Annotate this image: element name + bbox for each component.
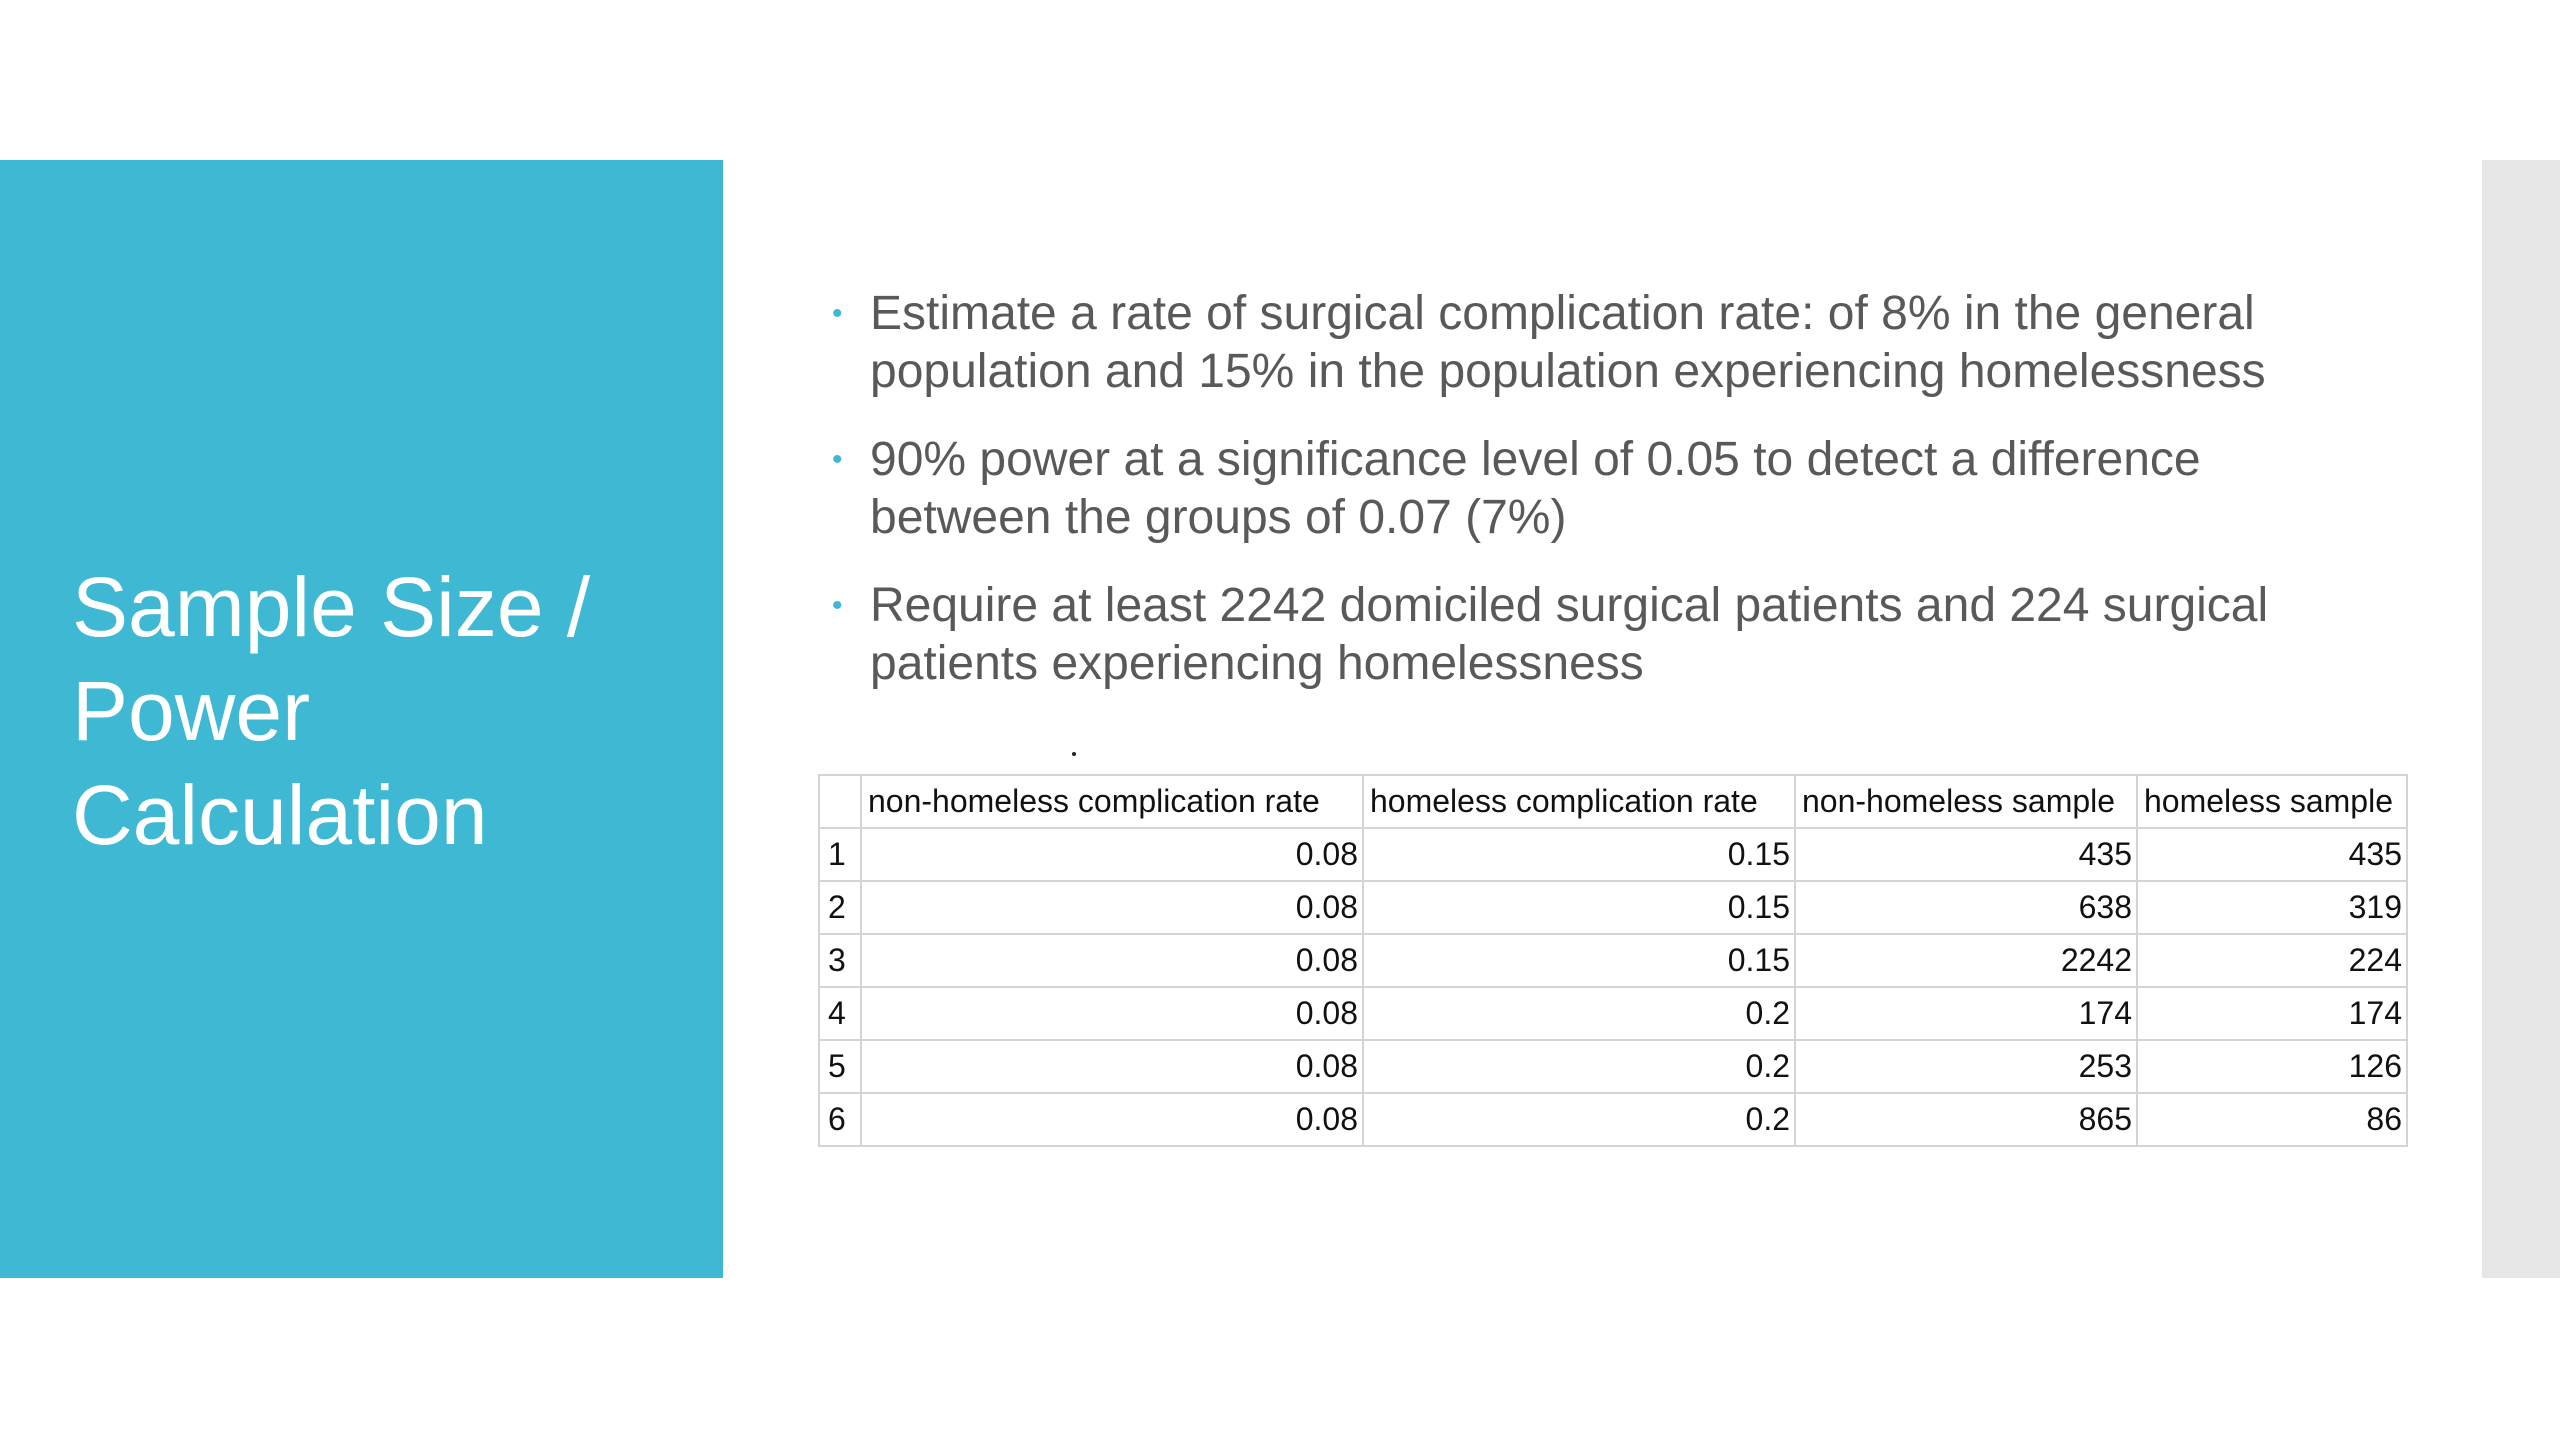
table-cell: 0.08: [861, 828, 1363, 881]
table-cell: 0.08: [861, 934, 1363, 987]
table-header-cell: non-homeless sample: [1795, 775, 2137, 828]
table-cell: 253: [1795, 1040, 2137, 1093]
table-cell: 435: [2137, 828, 2407, 881]
slide-title: Sample Size / Power Calculation: [72, 560, 591, 862]
bullet-list: [830, 285, 2390, 723]
row-index: 4: [819, 987, 861, 1040]
table-cell: 174: [2137, 987, 2407, 1040]
table-header-cell: non-homeless complication rate: [861, 775, 1363, 828]
table-header-row: [819, 775, 2407, 828]
table-row: [819, 987, 2407, 1040]
bullet-text: Estimate a rate of surgical complication rate: of 8% in the general population and 15% in the population experiencing homelessness: [870, 287, 2266, 398]
table-cell: 0.15: [1363, 881, 1795, 934]
table-cell: 865: [1795, 1093, 2137, 1146]
table-cell: 2242: [1795, 934, 2137, 987]
table-row: [819, 1093, 2407, 1146]
row-index: 3: [819, 934, 861, 987]
table-cell: 319: [2137, 881, 2407, 934]
bullet-item: [830, 285, 2390, 401]
row-index: 1: [819, 828, 861, 881]
table-cell: 126: [2137, 1040, 2407, 1093]
table-cell: 86: [2137, 1093, 2407, 1146]
bullet-item: [830, 431, 2390, 547]
table-cell: 0.2: [1363, 1093, 1795, 1146]
stray-dot: [1072, 752, 1076, 756]
table-cell: 0.15: [1363, 934, 1795, 987]
bullet-item: [830, 577, 2390, 693]
side-strip: [2482, 160, 2560, 1278]
table-row: [819, 934, 2407, 987]
sample-size-table: [818, 774, 2408, 1147]
bullet-dot-icon: •: [832, 297, 843, 330]
table-cell: 0.08: [861, 987, 1363, 1040]
bullet-dot-icon: •: [832, 443, 843, 476]
table-cell: 224: [2137, 934, 2407, 987]
table-cell: 174: [1795, 987, 2137, 1040]
row-index: 2: [819, 881, 861, 934]
bullet-text: Require at least 2242 domiciled surgical patients and 224 surgical patients experiencing homelessness: [870, 579, 2269, 690]
bullet-text: 90% power at a significance level of 0.05 to detect a difference between the groups of 0.07 (7%): [870, 433, 2201, 544]
table-header-cell: homeless complication rate: [1363, 775, 1795, 828]
table-cell: 638: [1795, 881, 2137, 934]
table-row: [819, 881, 2407, 934]
bullet-dot-icon: •: [832, 589, 843, 622]
table-cell: 0.2: [1363, 1040, 1795, 1093]
table-row: [819, 828, 2407, 881]
table-cell: 0.2: [1363, 987, 1795, 1040]
table-row: [819, 1040, 2407, 1093]
table-cell: 0.15: [1363, 828, 1795, 881]
table-cell: 435: [1795, 828, 2137, 881]
table-header-index: [819, 775, 861, 828]
table-cell: 0.08: [861, 1040, 1363, 1093]
row-index: 6: [819, 1093, 861, 1146]
table-cell: 0.08: [861, 881, 1363, 934]
table-cell: 0.08: [861, 1093, 1363, 1146]
row-index: 5: [819, 1040, 861, 1093]
table-header-cell: homeless sample: [2137, 775, 2407, 828]
